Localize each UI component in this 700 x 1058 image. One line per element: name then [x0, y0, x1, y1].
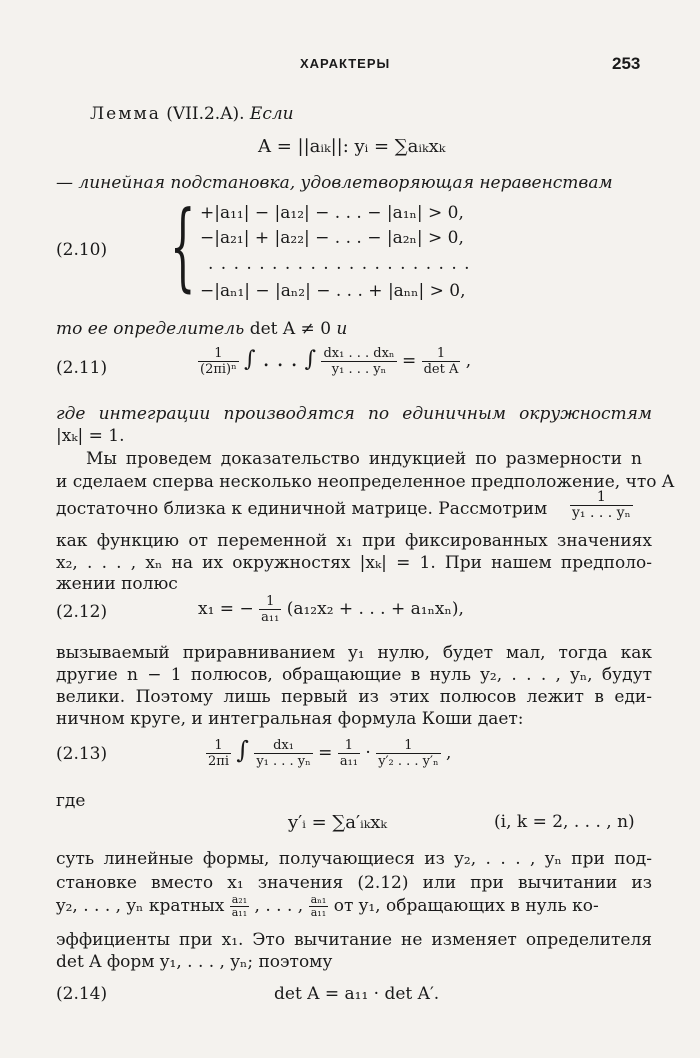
eq-2-12-number: (2.12) — [56, 602, 108, 622]
eq-2-13-pre-frac: $\frac{1}{2\pi i}$ — [208, 738, 229, 769]
para3-line-3a: y₂, . . . , yₙ кратных — [56, 896, 225, 916]
then-formula: det A ≠ 0 — [249, 319, 332, 339]
then-text: то ее определитель — [56, 319, 245, 339]
eq-2-13-frac-2: $\frac{1}{\text{a₁₁}}$ — [339, 738, 359, 769]
eq-2-10-row-2: −|a₂₁| + |a₂₂| − . . . − |a₂ₙ| > 0, — [200, 228, 464, 248]
para3-line-3c: от y₁, обращающих в нуль ко- — [333, 896, 599, 916]
eq-2-13-frac-3: $\frac{1}{\text{y′₂ . . . y′ₙ}}$ — [378, 738, 439, 769]
lemma-ref: (VII.2.A). — [166, 104, 245, 124]
then-and: и — [336, 319, 348, 339]
lemma-if: Если — [249, 104, 294, 124]
eq-2-12 — [198, 594, 464, 625]
eq-2-13-number: (2.13) — [56, 744, 108, 764]
para3-line-5: det A форм y₁, . . . , yₙ; поэтому — [56, 952, 333, 972]
para2-line-3: велики. Поэтому лишь первый из этих полюсов лежит в еди- — [56, 687, 652, 707]
lemma-heading — [90, 103, 294, 125]
proof-line-2: и сделаем сперва несколько неопределенное предположение, что A — [56, 472, 675, 492]
eq-2-13-tail: , — [446, 743, 452, 763]
eq-2-10-row-n: −|aₙ₁| − |aₙ₂| − . . . + |aₙₙ| > 0, — [200, 281, 466, 301]
para2-line-2: другие n − 1 полюсов, обращающие в нуль y₂, . . . , yₙ, будут — [56, 665, 652, 685]
para2-line-1: вызываемый приравниванием y₁ нулю, будет мал, тогда как — [56, 643, 652, 663]
eq-2-11-integrals: ∫ . . . ∫ — [244, 347, 317, 372]
para3-line-3 — [56, 894, 652, 919]
proof-line-6: жении полюс — [56, 574, 178, 594]
where-line-2: |xₖ| = 1. — [56, 426, 125, 446]
lemma-label: Лемма — [90, 104, 161, 124]
eq-2-10-row-dots: . . . . . . . . . . . . . . . . . . . . . — [208, 254, 471, 274]
eq-2-12-rhs: (a₁₂x₂ + . . . + a₁ₙxₙ), — [286, 599, 464, 619]
para3-line-2: становке вместо x₁ значения (2.12) или при вычитании из — [56, 873, 652, 893]
eq-2-11-number: (2.11) — [56, 358, 108, 378]
eq-2-14-formula: det A = a₁₁ · det A′. — [274, 984, 440, 1004]
eq-2-11-main-frac: $\frac{\text{dx₁ . . . dxₙ}}{\text{y₁ . . . yₙ}}$ — [323, 346, 395, 377]
eq-2-12-frac: $\frac{1}{\text{a₁₁}}$ — [261, 594, 280, 625]
eq-2-11-prefix-frac: $\frac{1}{\text{(2πi)ⁿ}}$ — [200, 346, 237, 377]
eq-2-11-rhs-frac: $\frac{1}{\text{det A}}$ — [423, 346, 459, 377]
eq-2-13 — [206, 736, 451, 769]
eq-2-13-integral: ∫ — [236, 736, 249, 764]
eq-2-12-lhs: x₁ = − — [198, 599, 254, 619]
running-title: ХАРАКТЕРЫ — [300, 56, 391, 71]
y-prime-formula: y′ᵢ = ∑a′ᵢₖxₖ — [288, 812, 387, 833]
where-line-1: где интеграции производятся по единичным окружностям — [56, 404, 652, 424]
eq-2-13-main-frac: $\frac{\text{dx₁}}{\text{y₁ . . . yₙ}}$ — [256, 738, 311, 769]
page-number: 253 — [612, 54, 641, 73]
where-2: где — [56, 791, 86, 811]
eq-2-11-equals: = — [401, 351, 417, 371]
para2-line-4: ничном круге, и интегральная формула Коши дает: — [56, 709, 524, 729]
proof-line-3-frac: $\frac{1}{\text{y₁ . . . yₙ}}$ — [572, 489, 631, 521]
then-line — [56, 318, 347, 340]
eq-2-11-tail: , — [465, 351, 472, 371]
eq-2-13-dot: · — [365, 743, 371, 763]
eq-2-10-number: (2.10) — [56, 240, 108, 260]
y-prime-range: (i, k = 2, . . . , n) — [494, 812, 635, 832]
eq-2-10-brace: { — [170, 192, 196, 304]
proof-line-1: Мы проведем доказательство индукцией по размерности n — [86, 449, 642, 469]
eq-2-14-number: (2.14) — [56, 984, 108, 1004]
para3-line-4: эффициенты при x₁. Это вычитание не изменяет определителя — [56, 930, 652, 950]
para3-frac-2: $\frac{\text{aₙ₁}}{\text{a₁₁}}$ — [310, 893, 327, 919]
eq-2-13-equals: = — [318, 743, 333, 763]
proof-line-5: x₂, . . . , xₙ на их окружностях |xₖ| = 1. При нашем предполо- — [56, 553, 652, 573]
eq-2-10-row-1: +|a₁₁| − |a₁₂| − . . . − |a₁ₙ| > 0, — [200, 203, 464, 223]
proof-line-3: достаточно близка к единичной матрице. Рассмотрим — [56, 499, 548, 519]
para3-line-1: суть линейные формы, получающиеся из y₂, . . . , yₙ при под- — [56, 849, 652, 869]
lemma-condition: — линейная подстановка, удовлетворяющая неравенствам — [56, 173, 613, 193]
para3-frac-1: $\frac{\text{a₂₁}}{\text{a₁₁}}$ — [231, 893, 248, 919]
eq-2-11 — [198, 346, 471, 377]
lemma-formula: A = ||aᵢₖ||: yᵢ = ∑aᵢₖxₖ — [258, 136, 446, 157]
para3-line-3b: , . . . , — [254, 896, 304, 916]
proof-line-4: как функцию от переменной x₁ при фиксированных значениях — [56, 531, 652, 551]
